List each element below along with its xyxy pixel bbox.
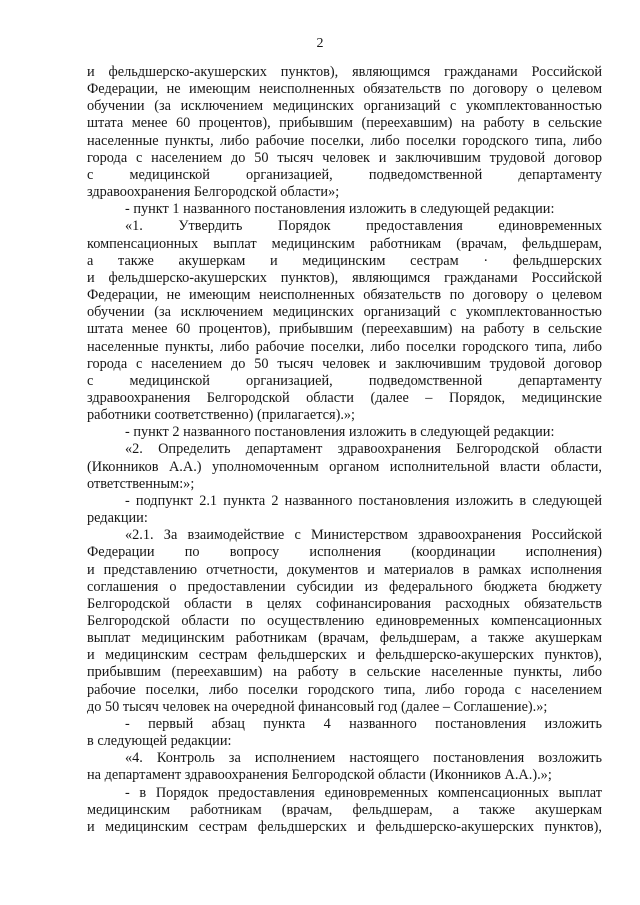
- text-line: с медицинской организацией, подведомственной департаменту: [87, 166, 602, 183]
- text-line: - пункт 2 названного постановления изложить в следующей редакции:: [125, 424, 555, 441]
- text-line: «2. Определить департамент здравоохранения Белгородской области: [125, 441, 602, 458]
- text-line: города с населением до 50 тысяч человек и заключившим трудовой договор: [87, 149, 602, 166]
- text-line: соглашения о предоставлении субсидии из федерального бюджета бюджету: [87, 578, 602, 595]
- text-line: на департамент здравоохранения Белгородской области (Иконников А.А.).»;: [87, 767, 552, 784]
- text-line: Белгородской области в целях софинансирования расходных обязательств: [87, 595, 602, 612]
- text-line: медицинским работникам (врачам, фельдшерам, а также акушеркам: [87, 801, 602, 818]
- page-number: 2: [316, 36, 324, 51]
- text-line: и представлению отчетности, документов и материалов в рамках исполнения: [87, 561, 602, 578]
- text-line: города с населением до 50 тысяч человек и заключившим трудовой договор: [87, 355, 602, 372]
- text-line: и фельдшерско-акушерских пунктов), являющимся гражданами Российской: [87, 269, 602, 286]
- text-line: населенные пункты, либо рабочие поселки, либо поселки городского типа, либо: [87, 338, 602, 355]
- text-line: до 50 тысяч человек на очередной финансовый год (далее – Соглашение).»;: [87, 698, 548, 715]
- text-line: штата менее 60 процентов), прибывшим (переехавшим) на работу в сельские: [87, 115, 602, 132]
- text-line: ответственным:»;: [87, 475, 195, 492]
- text-line: Белгородской области по осуществлению единовременных компенсационных: [87, 613, 602, 629]
- text-line: - пункт 1 названного постановления изложить в следующей редакции:: [125, 201, 555, 218]
- text-line: обучении (за исключением медицинских организаций с укомплектованностью: [87, 98, 602, 115]
- text-line: и фельдшерско-акушерских пунктов), являющимся гражданами Российской: [87, 64, 602, 80]
- text-line: - в Порядок предоставления единовременных компенсационных выплат: [125, 784, 602, 801]
- text-line: с медицинской организацией, подведомственной департаменту: [87, 372, 602, 389]
- text-line: компенсационных выплат медицинским работникам (врачам, фельдшерам,: [87, 235, 602, 252]
- text-line: здравоохранения Белгородской области»;: [87, 184, 340, 201]
- document-body: [87, 64, 602, 836]
- text-line: (Иконников А.А.) уполномоченным органом исполнительной власти области,: [87, 458, 602, 475]
- text-line: Федерации, не имеющим неисполненных обязательств по договору о целевом: [87, 81, 602, 98]
- text-line: населенные пункты, либо рабочие поселки, либо поселки городского типа, либо: [87, 132, 602, 149]
- text-line: обучении (за исключением медицинских организаций с укомплектованностью: [87, 304, 602, 321]
- text-line: Федерации по вопросу исполнения (координации исполнения): [87, 544, 602, 561]
- text-line: - первый абзац пункта 4 названного постановления изложить: [125, 715, 602, 732]
- text-line: выплат медицинским работникам (врачам, фельдшерам, а также акушеркам: [87, 630, 602, 647]
- text-line: работники соответственно) (прилагается).»;: [87, 407, 356, 424]
- text-line: а также акушеркам и медицинским сестрам · фельдшерских: [87, 252, 602, 269]
- text-line: Федерации, не имеющим неисполненных обязательств по договору о целевом: [87, 287, 602, 304]
- text-line: штата менее 60 процентов), прибывшим (переехавшим) на работу в сельские: [87, 321, 602, 338]
- text-line: прибывшим (переехавшим) на работу в сельские населенные пункты, либо: [87, 664, 602, 681]
- text-line: «1. Утвердить Порядок предоставления единовременных: [125, 218, 602, 235]
- text-line: здравоохранения Белгородской области (далее – Порядок, медицинские: [87, 389, 602, 406]
- text-line: и медицинским сестрам фельдшерских и фельдшерско-акушерских пунктов),: [87, 647, 602, 664]
- text-line: и медицинским сестрам фельдшерских и фельдшерско-акушерских пунктов),: [87, 818, 602, 835]
- text-line: в следующей редакции:: [87, 733, 232, 750]
- text-line: рабочие поселки, либо поселки городского типа, либо города с населением: [87, 681, 602, 698]
- text-line: - подпункт 2.1 пункта 2 названного постановления изложить в следующей: [125, 492, 602, 509]
- text-line: редакции:: [87, 510, 148, 527]
- text-line: «4. Контроль за исполнением настоящего постановления возложить: [125, 750, 602, 767]
- text-line: «2.1. За взаимодействие с Министерством здравоохранения Российской: [125, 527, 602, 544]
